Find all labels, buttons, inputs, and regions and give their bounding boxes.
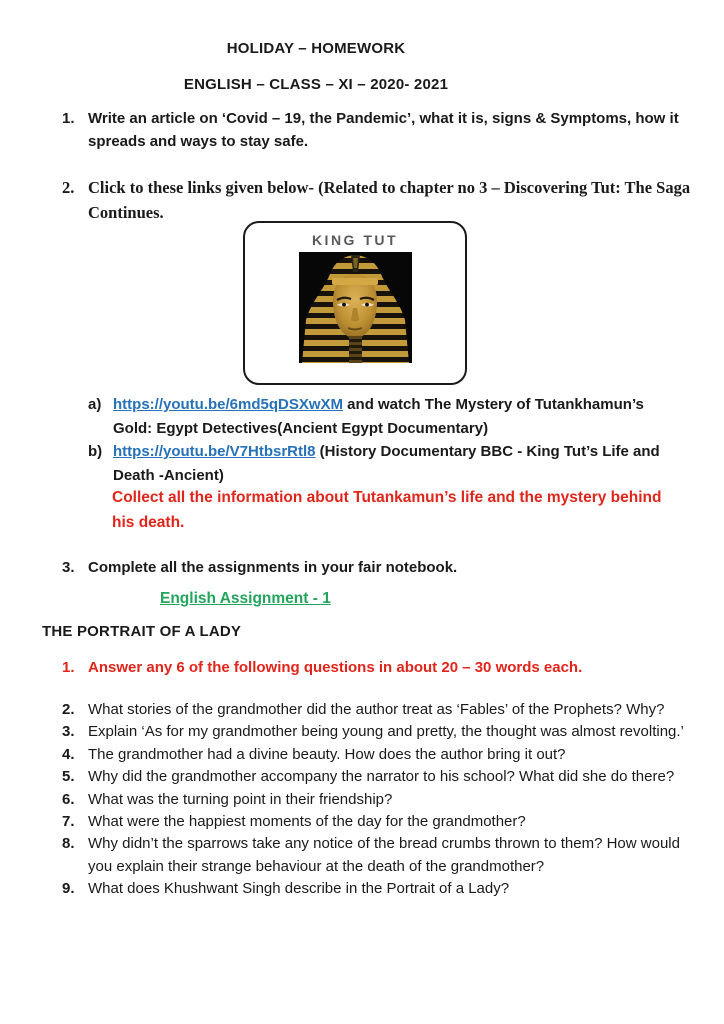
link-b-description: (History Documentary BBC - King Tut’s Life and Death -Ancient) (113, 443, 660, 484)
task-2-text: Click to these links given below- (Related to chapter no 3 – Discovering Tut: The Saga Continues. (88, 178, 691, 222)
question-row (62, 721, 688, 743)
question-text: Why did the grandmother accompany the narrator to his school? What did she do there? (88, 768, 675, 786)
question-text: What were the happiest moments of the day for the grandmother? (88, 813, 526, 831)
question-text: What stories of the grandmother did the author treat as ‘Fables’ of the Prophets? Why? (88, 701, 665, 718)
task-item-3 (62, 556, 688, 579)
question-number: 3. (62, 723, 75, 741)
instruction-number: 1. (62, 659, 75, 676)
question-number: 9. (62, 880, 75, 898)
question-text: Why didn’t the sparrows take any notice of the bread crumbs thrown to them? How would you explain their strange behaviour at the death of the grandmother? (88, 835, 680, 875)
question-number: 7. (62, 813, 75, 831)
task-2-number: 2. (62, 178, 75, 197)
king-tut-caption: KING TUT (311, 232, 399, 248)
question-number: 6. (62, 790, 75, 808)
task-item-2 (62, 175, 694, 225)
question-text: Explain ‘As for my grandmother being young and pretty, the thought was almost revolting.’ (88, 723, 684, 741)
chapter-section-title: THE PORTRAIT OF A LADY (42, 623, 242, 640)
question-text: What was the turning point in their friendship? (88, 790, 393, 808)
question-number: 2. (62, 701, 75, 718)
assignment-title: English Assignment - 1 (160, 590, 331, 607)
question-row (62, 789, 688, 811)
king-tut-mask-image (299, 252, 412, 363)
link-item-b (88, 440, 675, 487)
task-3-number: 3. (62, 559, 75, 576)
question-number: 8. (62, 835, 75, 853)
question-row (62, 878, 688, 900)
task-item-1 (62, 107, 688, 153)
instruction-text: Answer any 6 of the following questions in about 20 – 30 words each. (88, 659, 583, 676)
link-a-description: and watch The Mystery of Tutankhamun’s Gold: Egypt Detectives(Ancient Egypt Documentary) (113, 396, 644, 437)
question-row (62, 766, 688, 788)
document-subtitle: ENGLISH – CLASS – XI – 2020- 2021 (183, 76, 449, 93)
question-row (62, 744, 688, 766)
link-a-url[interactable]: https://youtu.be/6md5qDSXwXM (113, 396, 344, 413)
link-a-label: a) (88, 396, 102, 413)
link-b-url[interactable]: https://youtu.be/V7HtbsrRtl8 (113, 443, 316, 460)
question-number: 4. (62, 745, 75, 763)
task-1-text: Write an article on ‘Covid – 19, the Pandemic’, what it is, signs & Symptoms, how it spreads and ways to stay safe. (88, 110, 679, 150)
question-number: 5. (62, 768, 75, 786)
task-3-text: Complete all the assignments in your fair notebook. (88, 559, 458, 576)
question-list (62, 699, 688, 901)
question-row (62, 699, 688, 721)
document-title: HOLIDAY – HOMEWORK (226, 40, 406, 57)
link-item-a (88, 393, 675, 440)
question-row (62, 833, 688, 878)
question-text: What does Khushwant Singh describe in the Portrait of a Lady? (88, 880, 510, 898)
link-b-label: b) (88, 443, 103, 460)
question-row (62, 811, 688, 833)
king-tut-figure-box (243, 221, 467, 385)
question-text: The grandmother had a divine beauty. How does the author bring it out? (88, 745, 566, 763)
instruction-item (62, 656, 688, 679)
task-1-number: 1. (62, 110, 75, 127)
collect-information-note: Collect all the information about Tutankamun’s life and the mystery behind his death. (112, 489, 662, 531)
